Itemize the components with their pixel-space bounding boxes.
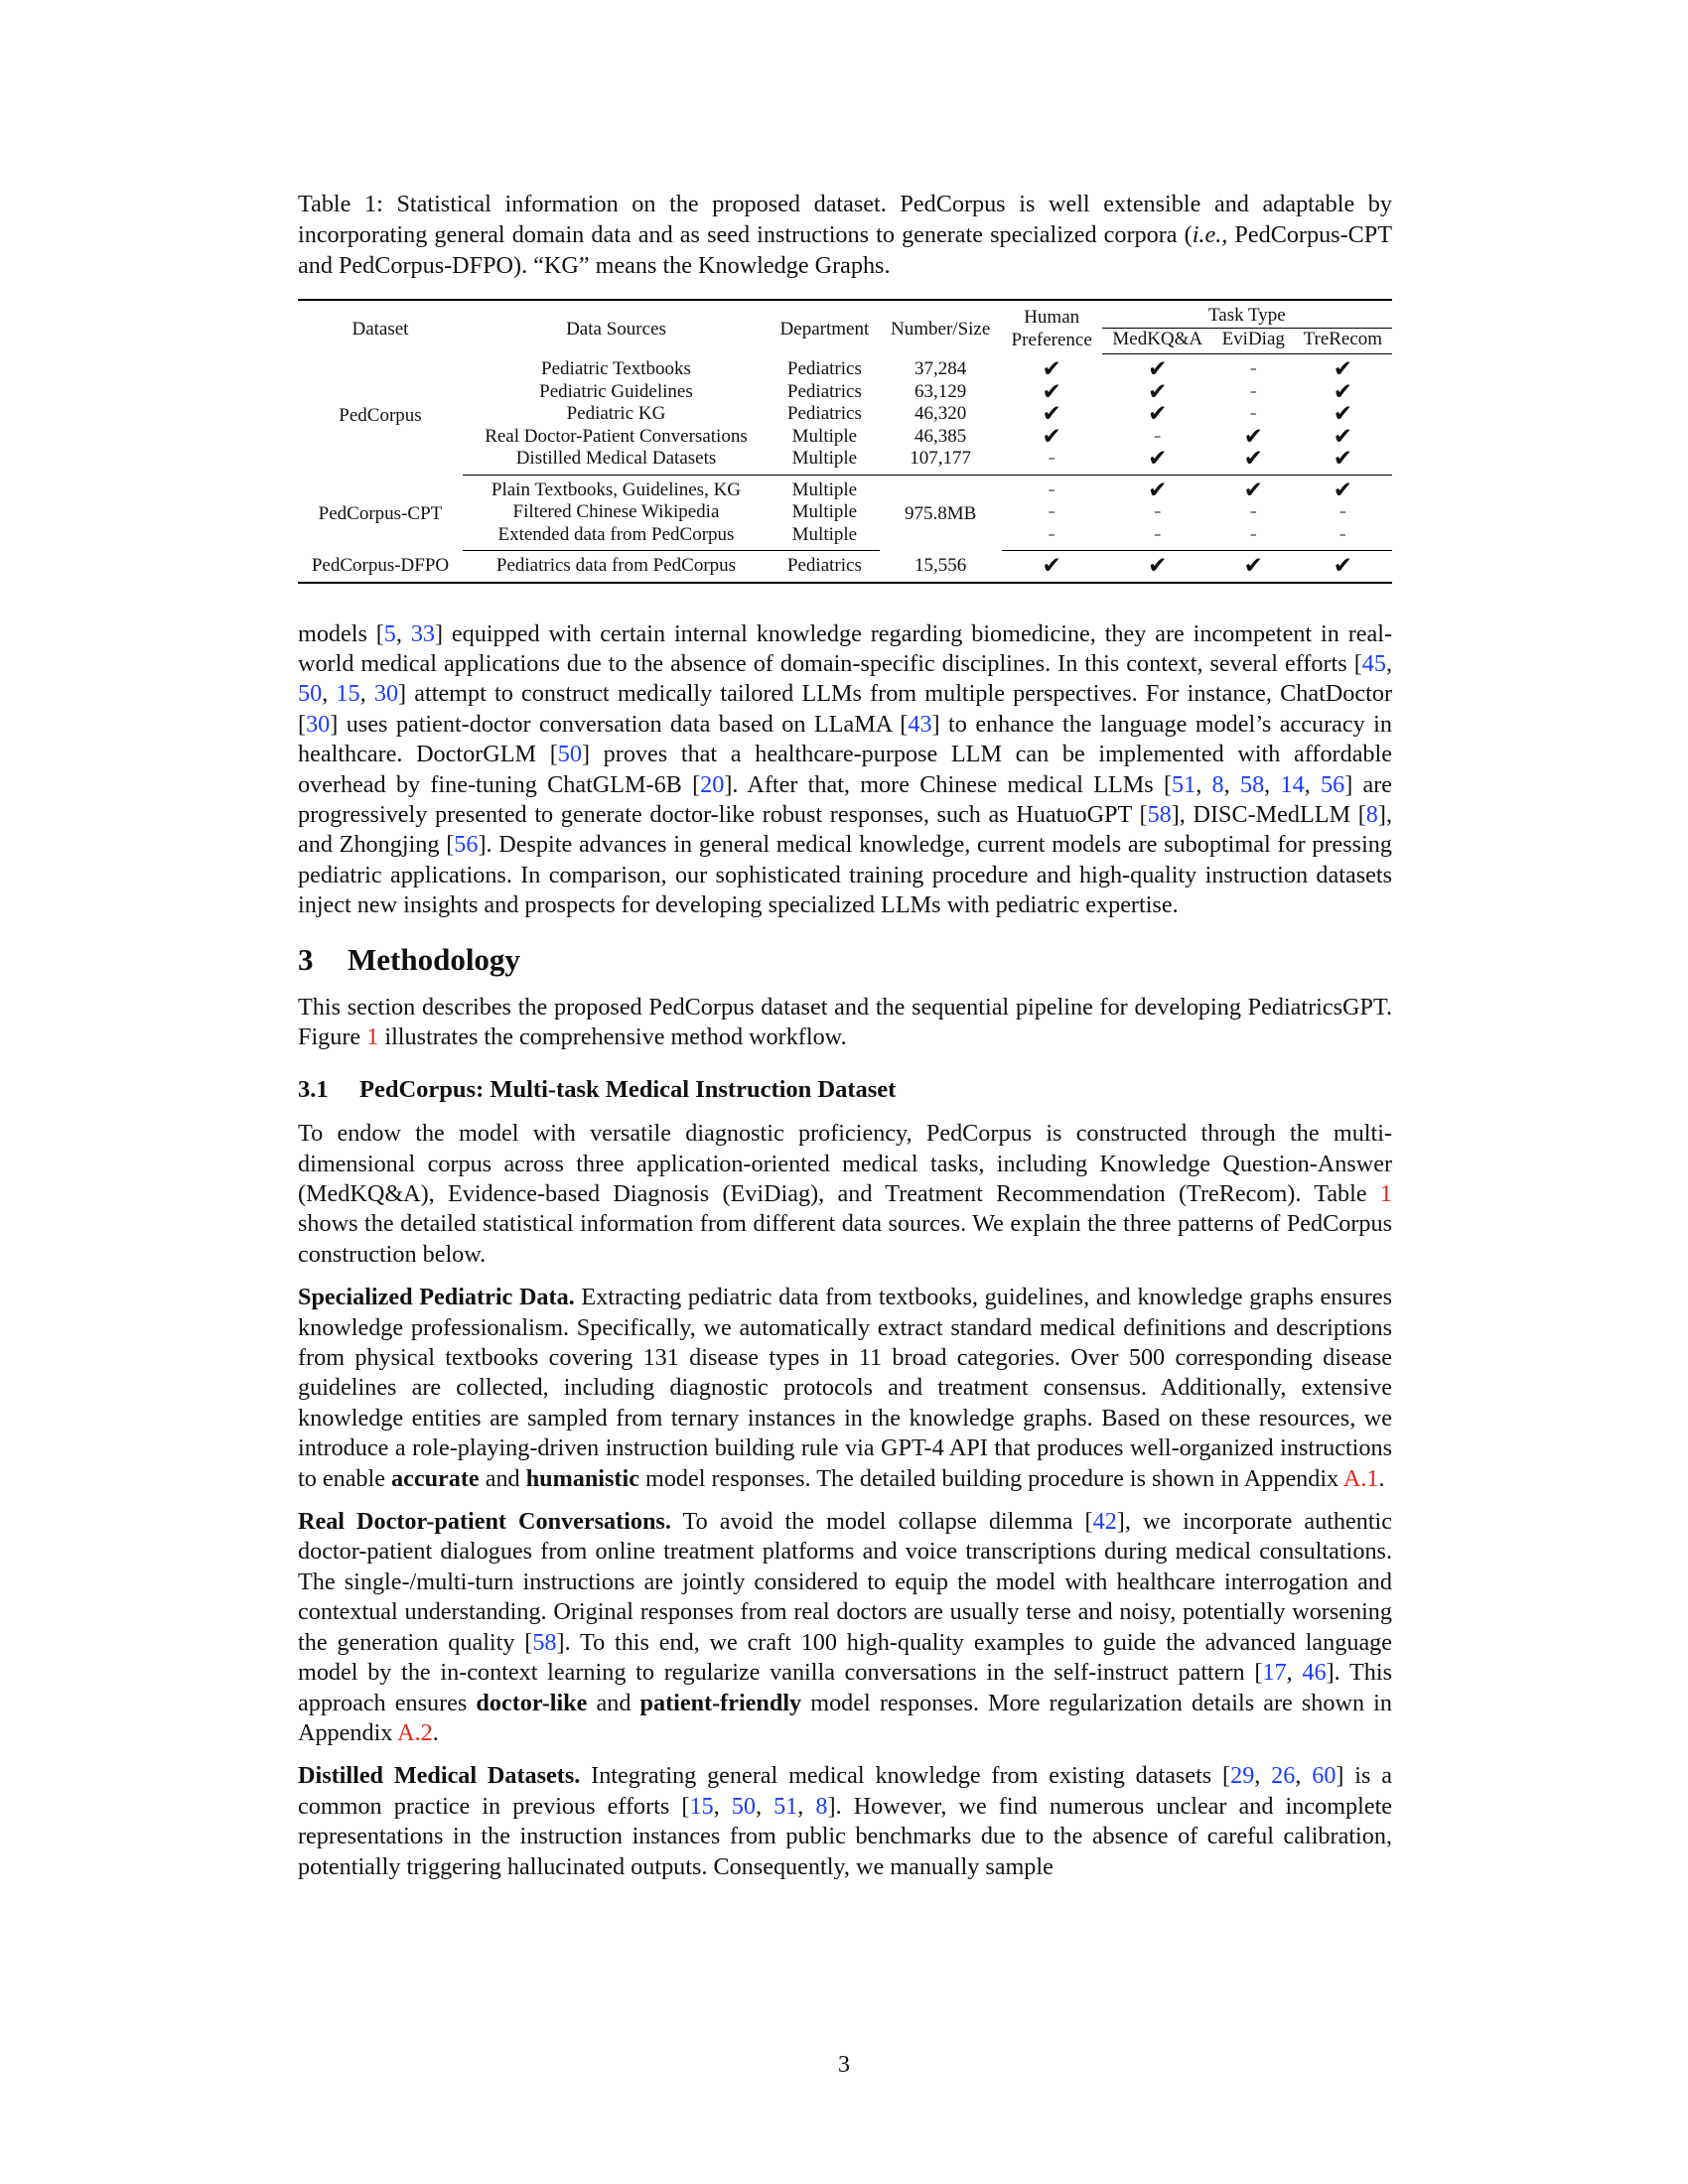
dash-mark: – [1213, 524, 1294, 551]
citation-link[interactable]: 50 [298, 680, 323, 708]
cell-department: Pediatrics [786, 357, 862, 379]
check-mark: ✔ [1243, 423, 1263, 450]
check-mark: ✔ [1213, 448, 1294, 475]
table-row [298, 426, 1392, 449]
check-mark: ✔ [1148, 378, 1168, 405]
section-title: Methodology [348, 941, 520, 977]
citation-link[interactable]: 5 [383, 619, 396, 647]
dash-mark: – [1102, 524, 1213, 551]
check-mark: ✔ [1213, 551, 1294, 583]
cell-department: Pediatrics [770, 551, 880, 583]
cell-number: 46,320 [914, 403, 967, 424]
citation-link[interactable]: 20 [700, 770, 725, 798]
dash-mark: – [1294, 524, 1392, 551]
dash-mark: – [1002, 448, 1102, 475]
paragraph-specialized-data: Specialized Pediatric Data. Extracting pediatric data from textbooks, guidelines, and knowledge graphs ensures knowledge professionalism. Specifically, we automatically extract standard medical definitions and descriptions from physical textbooks covering 131 disease types in 11 broad categories. Over 500 corresponding disease guidelines are collected, including diagnostic protocols and treatment consensus. Additionally, extensive knowledge entities are sampled from ternary instances in the knowledge graphs. Based on these resources, we introduce a role-playing-driven instruction building rule via GPT-4 API that produces well-organized instructions to enable accurate and humanistic model responses. The detailed building procedure is shown in Appendix A.1. [298, 1284, 1392, 1492]
check-mark: ✔ [1002, 551, 1102, 583]
cell-department: Multiple [791, 425, 858, 447]
citation-link[interactable]: 58 [1147, 800, 1172, 828]
citation-link[interactable]: 46 [1302, 1659, 1327, 1687]
cell-number: 975.8MB [905, 503, 977, 525]
page-content [298, 189, 1392, 1895]
check-mark: ✔ [1333, 378, 1352, 405]
cell-number: 107,177 [880, 448, 1002, 475]
table-row [298, 475, 1392, 501]
appendix-ref-link[interactable]: A.1 [1342, 1464, 1379, 1492]
citation-link[interactable]: 30 [373, 680, 399, 708]
paragraph-heading: Real Doctor-patient Conversations. [298, 1508, 671, 1536]
cell-number: 37,284 [914, 357, 967, 379]
citation-link[interactable]: 17 [1262, 1659, 1287, 1687]
paragraph-section-intro: This section describes the proposed PedCorpus dataset and the sequential pipeline for developing PediatricsGPT. Figure 1 illustrates the comprehensive method workflow. [298, 993, 1392, 1051]
citation-link[interactable]: 51 [774, 1792, 798, 1820]
dash-mark: – [1338, 504, 1346, 520]
citation-link[interactable]: 60 [1312, 1762, 1336, 1790]
cell-department: Multiple [791, 501, 858, 522]
caption-italic: i.e., [1192, 221, 1228, 248]
cell-source: Plain Textbooks, Guidelines, KG [491, 478, 742, 500]
cell-source: Real Doctor-Patient Conversations [485, 425, 748, 447]
appendix-ref-link[interactable]: A.2 [397, 1718, 433, 1746]
table-row [298, 551, 1392, 583]
check-mark: ✔ [1294, 551, 1392, 583]
citation-link[interactable]: 8 [1211, 770, 1224, 798]
cell-number: 46,385 [914, 425, 967, 447]
citation-link[interactable]: 43 [908, 710, 932, 738]
statistics-table [298, 299, 1392, 584]
cell-department: Pediatrics [786, 403, 862, 424]
dash-mark: – [1154, 428, 1162, 445]
header-number-size: Number/Size [880, 300, 1002, 354]
check-mark: ✔ [1042, 378, 1061, 405]
dash-mark: – [1048, 481, 1055, 498]
caption-text: Table 1: Statistical information on the proposed dataset. PedCorpus is well extensible and adaptable by incorporating general domain data and as seed instructions to generate specialized corpora ( [298, 191, 1392, 248]
check-mark: ✔ [1294, 448, 1392, 475]
citation-link[interactable]: 33 [410, 619, 435, 647]
cell-number: 15,556 [880, 551, 1002, 583]
paragraph-conversations: Real Doctor-patient Conversations. To avoid the model collapse dilemma [42], we incorporate authentic doctor-patient dialogues from online treatment platforms and voice transcriptions during medical consultations. The single-/multi-turn instructions are jointly considered to equip the model with healthcare interrogation and contextual understanding. Original responses from real doctors are usually terse and noisy, potentially worsening the generation quality [58]. To this end, we craft 100 high-quality examples to guide the advanced language model by the in-context learning to regularize vanilla conversations in the self-instruct pattern [17, 46]. This approach ensures doctor-like and patient-friendly model responses. More regularization details are shown in Appendix A.2. [298, 1508, 1393, 1746]
check-mark: ✔ [1333, 423, 1352, 450]
citation-link[interactable]: 30 [306, 710, 331, 738]
group-pedcorpus-dfpo [298, 551, 1392, 583]
check-mark: ✔ [1148, 401, 1168, 427]
check-mark: ✔ [1333, 477, 1352, 503]
check-mark: ✔ [1148, 477, 1168, 503]
check-mark: ✔ [1333, 401, 1352, 427]
dataset-name: PedCorpus-DFPO [298, 551, 463, 583]
dash-mark: – [1249, 361, 1257, 377]
figure-ref-link[interactable]: 1 [366, 1024, 379, 1051]
body-text [298, 619, 1392, 1882]
dash-mark: – [1249, 406, 1257, 422]
citation-link[interactable]: 15 [336, 680, 360, 708]
table-ref-link[interactable]: 1 [1379, 1180, 1392, 1207]
cell-source: Pediatric Guidelines [539, 380, 693, 402]
header-evidiag: EviDiag [1213, 328, 1294, 354]
table-row [298, 381, 1392, 404]
section-number: 3 [298, 941, 314, 977]
cell-source: Filtered Chinese Wikipedia [512, 501, 720, 522]
citation-link[interactable]: 26 [1271, 1762, 1296, 1790]
caption-text-end: PedCorpus-CPT and PedCorpus-DFPO). “KG” means the Knowledge Graphs. [298, 221, 1392, 279]
page-number: 3 [838, 2052, 850, 2078]
header-data-sources: Data Sources [463, 300, 770, 354]
cell-department: Multiple [791, 478, 858, 500]
dash-mark: – [1249, 383, 1257, 400]
cell-department: Multiple [770, 524, 880, 551]
header-department: Department [770, 300, 880, 354]
table-row [298, 403, 1392, 426]
check-mark: ✔ [1333, 356, 1352, 382]
citation-link[interactable]: 15 [689, 1792, 714, 1820]
dash-mark: – [1002, 524, 1102, 551]
citation-link[interactable]: 45 [1361, 649, 1386, 677]
group-pedcorpus-cpt [298, 475, 1392, 551]
cell-department: Pediatrics [786, 380, 862, 402]
table-row [298, 501, 1392, 524]
table-caption [298, 189, 1392, 281]
cell-source: Pediatric Textbooks [541, 357, 691, 379]
check-mark: ✔ [1102, 448, 1213, 475]
cell-department: Multiple [770, 448, 880, 475]
citation-link[interactable]: 42 [1092, 1508, 1117, 1536]
paragraph-pedcorpus-intro: To endow the model with versatile diagnostic proficiency, PedCorpus is constructed through the multi-dimensional corpus across three application-oriented medical tasks, including Knowledge Question-Answer (MedKQ&A), Evidence-based Diagnosis (EviDiag), and Treatment Recommendation (TreRecom). Table 1 shows the detailed statistical information from different data sources. We explain the three patterns of PedCorpus construction below. [298, 1120, 1392, 1268]
subsection-number: 3.1 [298, 1075, 329, 1103]
table-row [298, 524, 1392, 551]
cell-source: Pediatric KG [566, 403, 666, 424]
check-mark: ✔ [1148, 356, 1168, 382]
check-mark: ✔ [1042, 355, 1061, 382]
table-row [298, 448, 1392, 475]
citation-link[interactable]: 56 [454, 831, 479, 859]
dash-mark: – [1249, 504, 1257, 520]
cell-source: Extended data from PedCorpus [463, 524, 770, 551]
dataset-name: PedCorpus [339, 405, 422, 426]
header-dataset: Dataset [298, 300, 463, 354]
cell-number: 63,129 [914, 380, 967, 402]
citation-link[interactable]: 14 [1280, 770, 1305, 798]
header-medkqa: MedKQ&A [1102, 328, 1213, 354]
cell-source: Distilled Medical Datasets [463, 448, 770, 475]
dash-mark: – [1048, 504, 1055, 520]
paragraph-distilled-datasets: Distilled Medical Datasets. Integrating general medical knowledge from existing datasets [29, 26, 60] is a common practice in previous efforts [15, 50, 51, 8]. However, we find numerous unclear and incomplete representations in the instruction instances from public benchmarks due to the absence of careful calibration, potentially triggering hallucinated outputs. Consequently, we manually sample [298, 1762, 1393, 1880]
header-human-preference [1002, 300, 1102, 354]
check-mark: ✔ [1042, 423, 1061, 450]
subsection-title: PedCorpus: Multi-task Medical Instruction Dataset [359, 1075, 897, 1103]
paragraph-heading: Specialized Pediatric Data. [298, 1284, 575, 1311]
citation-link[interactable]: 50 [731, 1792, 756, 1820]
citation-link[interactable]: 58 [532, 1628, 557, 1656]
header-human-line1: Human [1024, 307, 1080, 329]
header-task-type: Task Type [1102, 300, 1392, 328]
citation-link[interactable]: 50 [557, 741, 582, 768]
subsection-heading [298, 1075, 1392, 1105]
citation-link[interactable]: 29 [1230, 1762, 1255, 1790]
table-row [298, 354, 1392, 381]
cell-source: Pediatrics data from PedCorpus [463, 551, 770, 583]
check-mark: ✔ [1102, 551, 1213, 583]
section-heading [298, 941, 1392, 977]
check-mark: ✔ [1243, 477, 1263, 503]
paragraph-heading: Distilled Medical Datasets. [298, 1762, 581, 1790]
group-pedcorpus [298, 354, 1392, 476]
header-trerecom: TreRecom [1294, 328, 1392, 354]
dash-mark: – [1154, 504, 1162, 520]
citation-link[interactable]: 8 [1365, 800, 1378, 828]
citation-link[interactable]: 51 [1172, 770, 1196, 798]
citation-link[interactable]: 56 [1321, 770, 1345, 798]
header-human-line2: Preference [1011, 329, 1092, 350]
check-mark: ✔ [1042, 401, 1061, 427]
citation-link[interactable]: 58 [1239, 770, 1265, 798]
paragraph-related-work: models [5, 33] equipped with certain internal knowledge regarding biomedicine, they are incompetent in real-world medical applications due to the absence of domain-specific disciplines. In this context, several efforts [45, 50, 15, 30] attempt to construct medically tailored LLMs from multiple perspectives. For instance, ChatDoctor [30] uses patient-doctor conversation data based on LLaMA [43] to enhance the language model’s accuracy in healthcare. DoctorGLM [50] proves that a healthcare-purpose LLM can be implemented with affordable overhead by fine-tuning ChatGLM-6B [20]. After that, more Chinese medical LLMs [51, 8, 58, 14, 56] are progressively presented to generate doctor-like robust responses, such as HuatuoGPT [58], DISC-MedLLM [8], and Zhongjing [56]. Despite advances in general medical knowledge, current models are suboptimal for pressing pediatric applications. In comparison, our sophisticated training procedure and high-quality instruction datasets inject new insights and prospects for developing specialized LLMs with pediatric expertise. [298, 619, 1393, 919]
citation-link[interactable]: 8 [815, 1792, 828, 1820]
dataset-name: PedCorpus-CPT [318, 503, 443, 524]
